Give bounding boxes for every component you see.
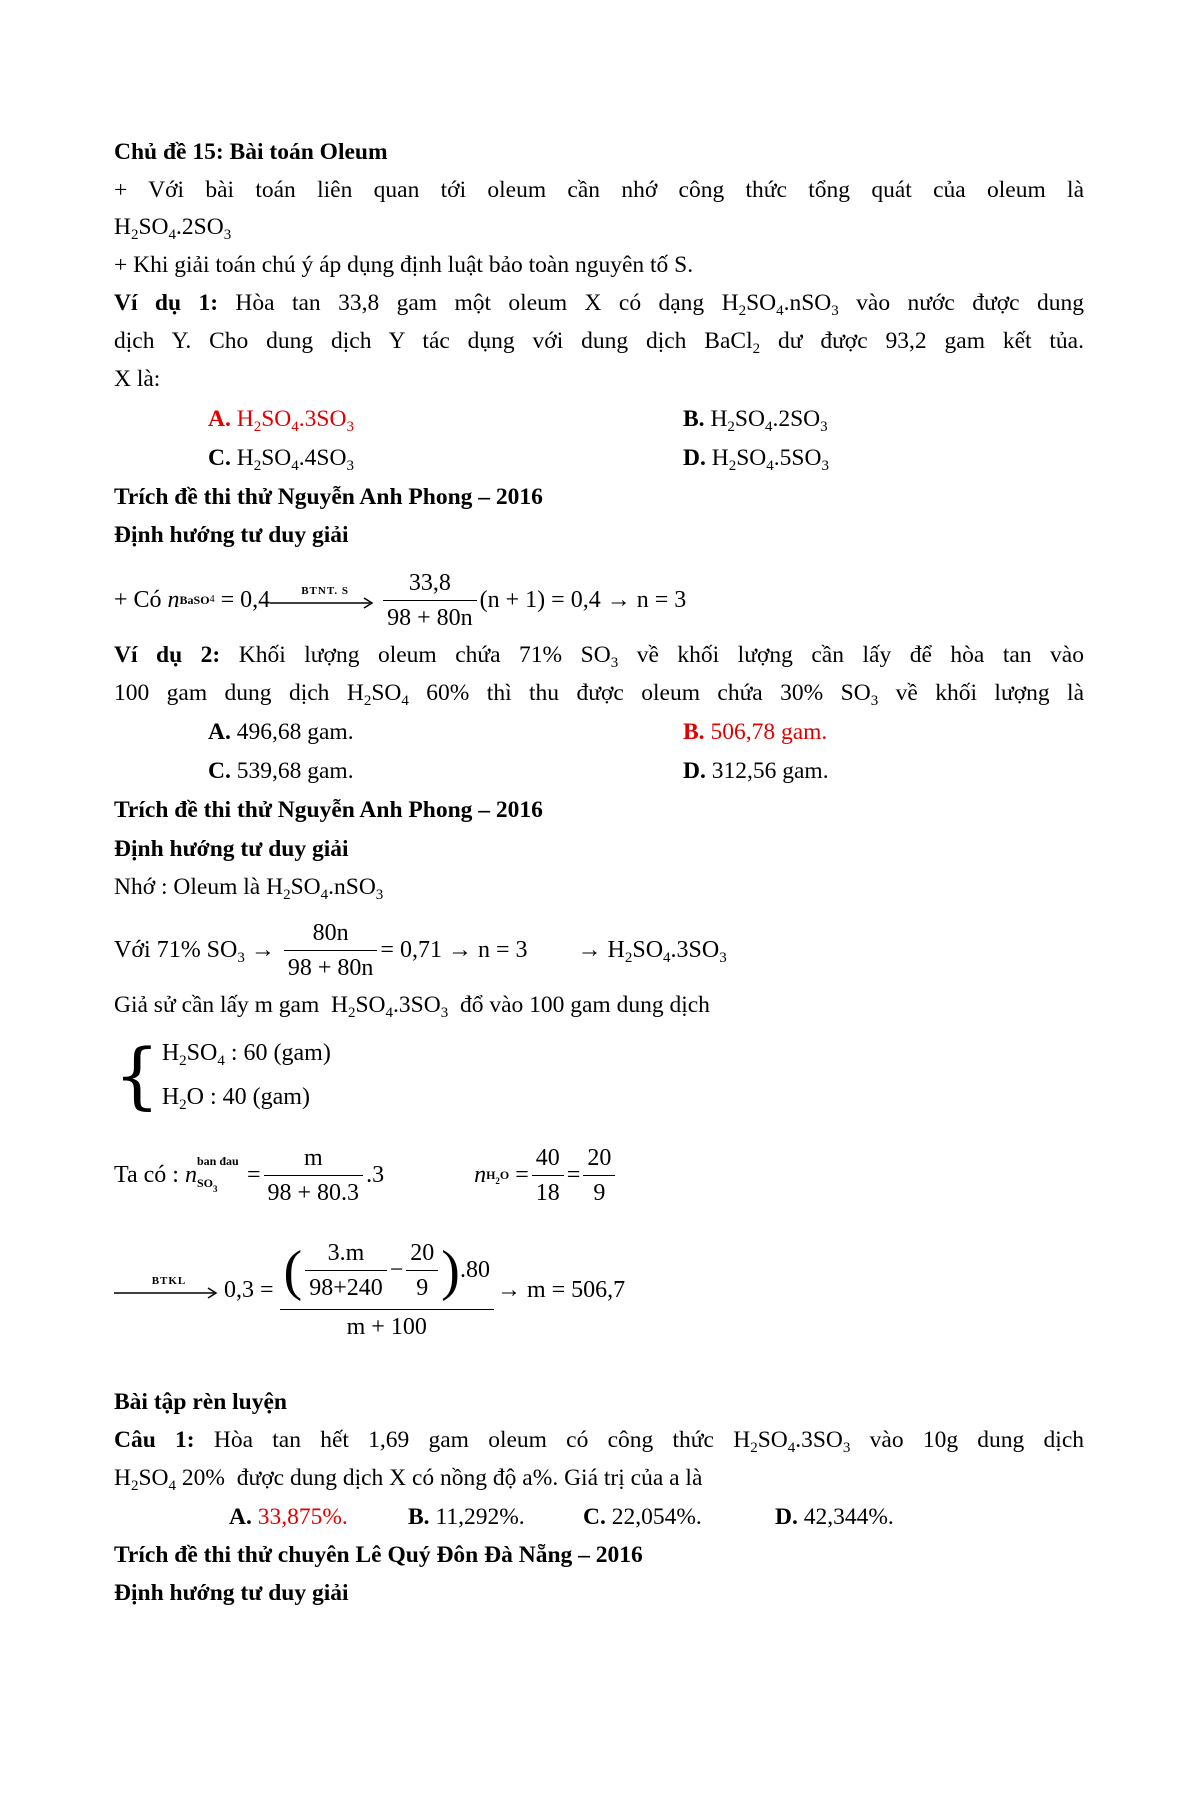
topic-note-1: + Với bài toán liên quan tới oleum cần nhớ công thức tổng quát của oleum là <box>114 177 1084 203</box>
exercise1-line2: $H_2SO_4$ 20% được dung dịch X có nồng độ a%. Giá trị của a là <box>114 1465 703 1494</box>
example1-source: Trích đề thi thử Nguyễn Anh Phong – 2016 <box>114 484 543 510</box>
example2-suppose: Giả sử cần lấy m gam $H_2SO_4.3SO_3$ đổ vào 100 gam dung dịch <box>114 992 710 1021</box>
system-brace: { <box>114 1033 160 1117</box>
topic-note-2: + Khi giải toán chú ý áp dụng định luật bảo toàn nguyên tố S. <box>114 252 694 278</box>
nh2o-fraction-2: $\frac{20}{9}$ <box>583 1141 615 1210</box>
example1-fraction: $\frac{33,8}{98 + 80n}$ <box>383 566 477 635</box>
exercise1-option-b: B. 11,292%. <box>408 1504 525 1530</box>
btnt-arrow: BTNT. S <box>270 589 380 611</box>
example2-question-line2: 100 gam dung dịch $H_2SO_4$ 60% thì thu được oleum chứa 30% $SO_3$ về khối lượng là <box>114 680 1084 709</box>
btkl-inner-fraction: $\frac{3.m}{98+240}$ <box>305 1236 387 1305</box>
example2-source: Trích đề thi thử Nguyễn Anh Phong – 2016 <box>114 797 543 823</box>
example1-solution-heading: Định hướng tư duy giải <box>114 522 349 548</box>
example2-with71-equation: Với 71% $SO_3$ → $\frac{80n}{98 + 80n}$ = 0,71 → n = 3 → $H_2SO_4.3SO_3$ <box>114 910 727 990</box>
example2-option-a: A. 496,68 gam. <box>208 719 354 745</box>
btkl-arrow: BTKL <box>114 1279 224 1301</box>
nh2o-fraction-1: $\frac{40}{18}$ <box>532 1141 564 1210</box>
example1-solution-equation: + Có n BaSO 4 = 0,4 BTNT. S $\frac{33,8}{98 + 80n}$ (n + 1) = 0,4 → n = 3 <box>114 560 686 640</box>
exercise1-option-c: C. 22,054%. <box>583 1504 702 1530</box>
topic-note-1-formula: $H_2SO_4.2SO_3$ <box>114 214 232 243</box>
example1-option-c: C. $H_2SO_4.4SO_3$ <box>208 445 354 474</box>
example2-btkl-equation: BTKL 0,3 = ( $\frac{3.m}{98+240}$ − $\frac{20}{9}$ ) .80 m + 100 → m = 506,7 <box>114 1225 625 1355</box>
example1-question-line2: dịch Y. Cho dung dịch Y tác dụng với dung dịch BaCl$_2$ dư được 93,2 gam kết tủa. <box>114 328 1084 357</box>
example2-option-d: D. 312,56 gam. <box>683 758 829 784</box>
with71-fraction: $\frac{80n}{98 + 80n}$ <box>284 916 378 985</box>
example1-option-a: A. $H_2SO_4.3SO_3$ <box>208 406 354 435</box>
system-line-h2so4: $H_2SO_4$ : 60 (gam) <box>161 1040 331 1069</box>
example1-question-line3: X là: <box>114 366 161 392</box>
exercise1-source: Trích đề thi thử chuyên Lê Quý Đôn Đà Nẵng – 2016 <box>114 1542 643 1568</box>
exercise1-solution-heading: Định hướng tư duy giải <box>114 1580 349 1606</box>
example2-question-line1: Ví dụ 2: Khối lượng oleum chứa 71% $SO_3$ về khối lượng cần lấy để hòa tan vào <box>114 642 1084 671</box>
btkl-big-fraction: ( $\frac{3.m}{98+240}$ − $\frac{20}{9}$ ) .80 m + 100 <box>280 1236 494 1344</box>
exercise1-line1: Câu 1: Hòa tan hết 1,69 gam oleum có công thức $H_2SO_4.3SO_3$ vào 10g dung dịch <box>114 1427 1085 1456</box>
example2-option-c: C. 539,68 gam. <box>208 758 354 784</box>
system-line-h2o: $H_2O$ : 40 (gam) <box>161 1084 310 1113</box>
example2-solution-heading: Định hướng tư duy giải <box>114 836 349 862</box>
example2-option-b: B. 506,78 gam. <box>683 719 828 745</box>
exercise1-option-a: A. 33,875%. <box>229 1504 348 1530</box>
exercise1-option-d: D. 42,344%. <box>775 1504 894 1530</box>
example2-remember: Nhớ : Oleum là $H_2SO_4.nSO_3$ <box>114 874 384 903</box>
nso3-fraction: $\frac{m}{98 + 80.3}$ <box>264 1141 364 1210</box>
btkl-minus-fraction: $\frac{20}{9}$ <box>406 1236 438 1305</box>
topic-title: Chủ đề 15: Bài toán Oleum <box>114 139 388 165</box>
example2-system <box>114 1030 331 1120</box>
example2-taco-equation: Ta có : n ban đau $SO_3$ = $\frac{m}{98 + 80.3}$ .3 n $H_2O$ = $\frac{40}{18}$ = $\frac{20}{9}$ <box>114 1135 618 1215</box>
example1-question-line1: Ví dụ 1: Hòa tan 33,8 gam một oleum X có dạng $H_2SO_4.nSO_3$ vào nước được dung <box>114 290 1084 319</box>
exercises-heading: Bài tập rèn luyện <box>114 1389 288 1415</box>
example1-option-b: B. $H_2SO_4.2SO_3$ <box>683 406 828 435</box>
example1-option-d: D. $H_2SO_4.5SO_3$ <box>683 445 829 474</box>
